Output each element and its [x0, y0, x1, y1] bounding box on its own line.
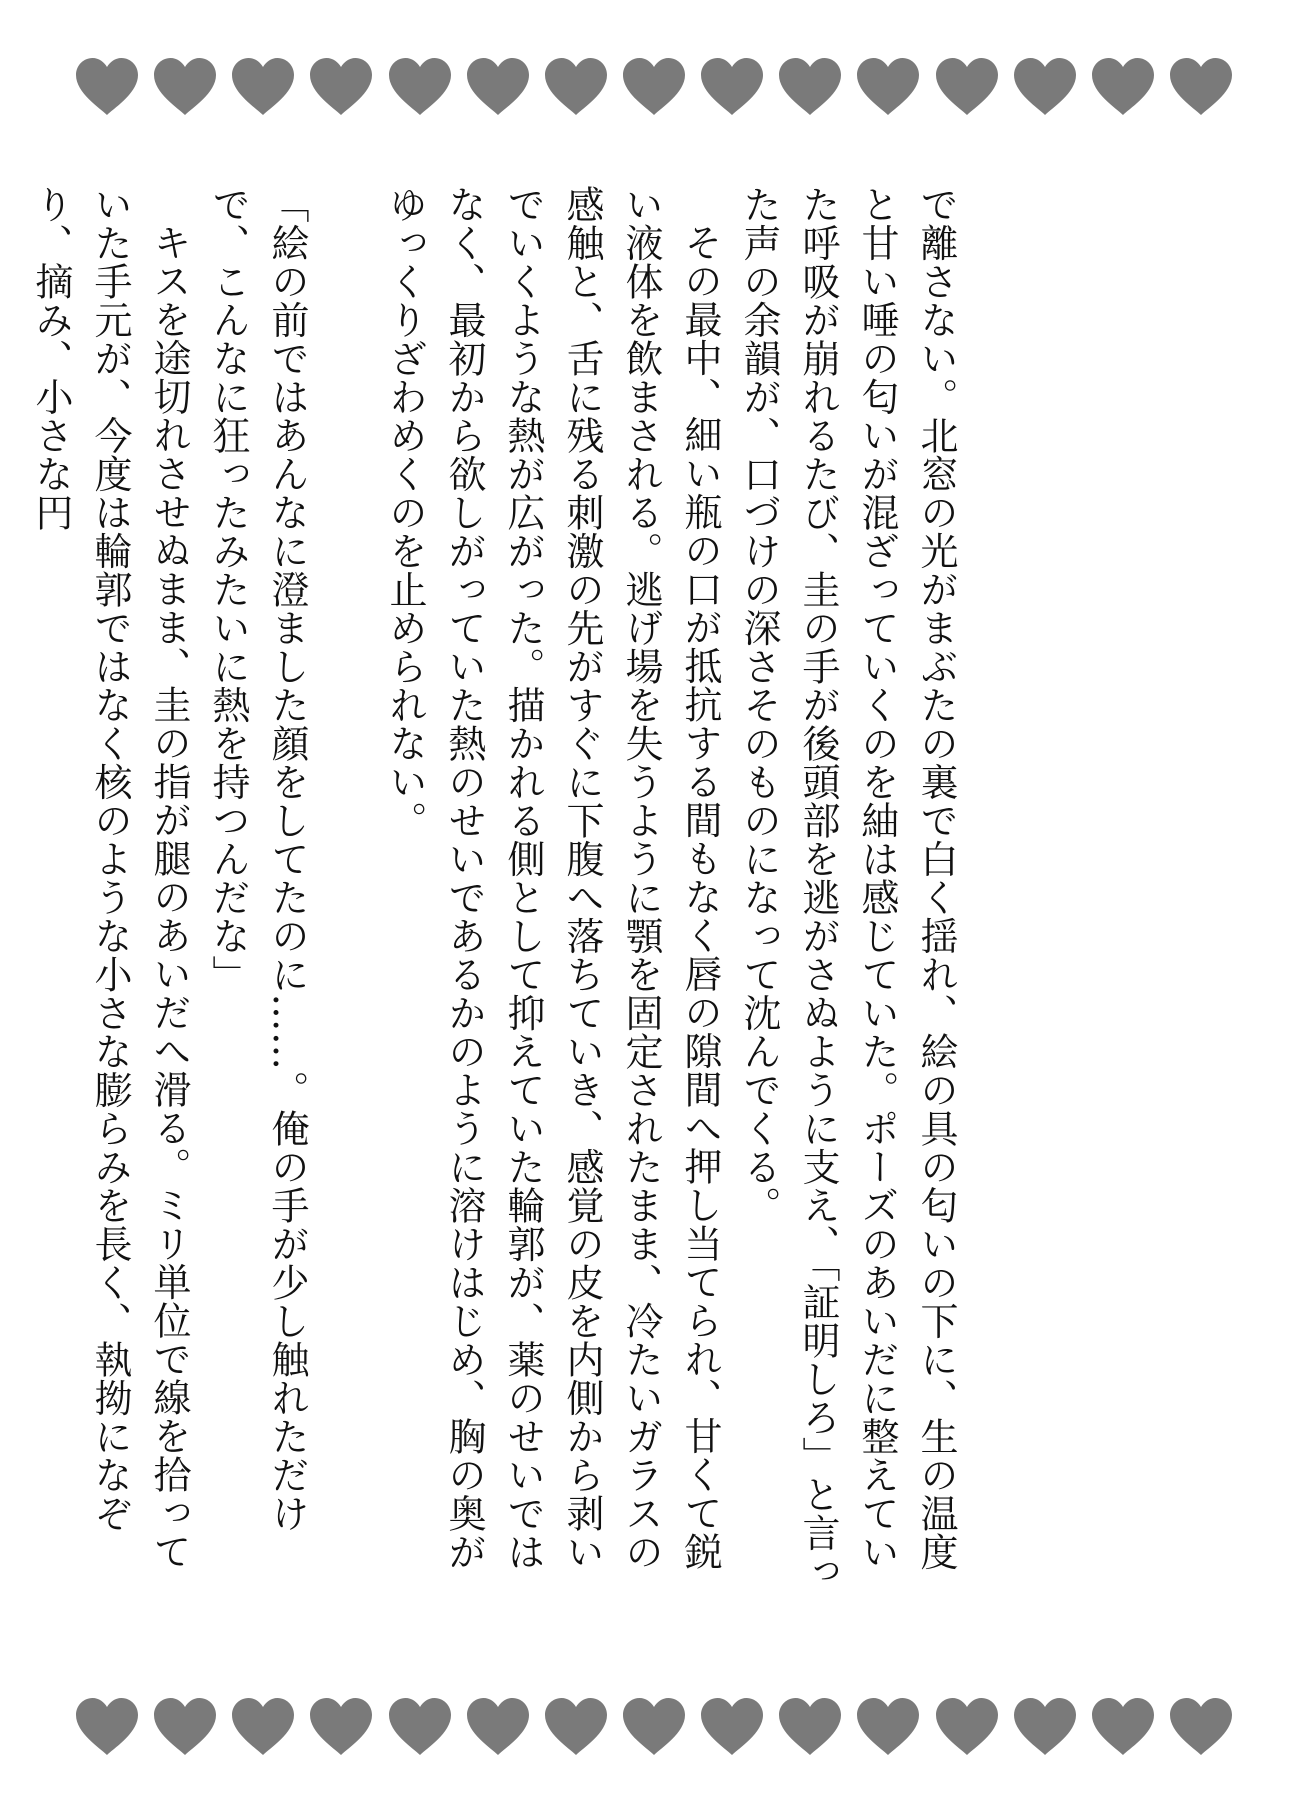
heart-icon — [1012, 1697, 1078, 1757]
heart-icon — [855, 57, 921, 117]
heart-icon — [152, 57, 218, 117]
story-text — [29, 185, 965, 1605]
heart-icon — [1168, 57, 1234, 117]
paragraph-1: で離さない。北窓の光がまぶたの裏で白く揺れ、絵の具の匂いの下に、生の温度と甘い唾の匂いが混ざっていくのを紬は感じていた。ポーズのあいだに整えていた呼吸が崩れるたび、圭の手が後頭部を逃がさぬように支え、「証明しろ」と言った声の余韻が、口づけの深さそのものになって沈んでくる。 — [737, 185, 958, 1591]
heart-icon — [387, 1697, 453, 1757]
heart-icon — [387, 57, 453, 117]
bottom-heart-border — [74, 1690, 1234, 1764]
paragraph-4: キスを途切れさせぬまま、圭の指が腿のあいだへ滑る。ミリ単位で線を拾っていた手元が、今度は輪郭ではなく核のような小さな膨らみを長く、執拗になぞり、摘み、小さな円 — [29, 185, 191, 1571]
heart-icon — [777, 1697, 843, 1757]
heart-icon — [1090, 57, 1156, 117]
heart-icon — [308, 1697, 374, 1757]
heart-icon — [543, 57, 609, 117]
heart-icon — [699, 57, 765, 117]
heart-icon — [934, 1697, 1000, 1757]
heart-icon — [1168, 1697, 1234, 1757]
paragraph-3-dialogue: 「絵の前ではあんなに澄ました顔をしてたのに……。俺の手が少し触れただけで、こんなに狂ったみたいに熱を持つんだな」 — [206, 185, 309, 1533]
heart-icon — [1090, 1697, 1156, 1757]
heart-icon — [465, 1697, 531, 1757]
heart-icon — [74, 1697, 140, 1757]
heart-icon — [230, 1697, 296, 1757]
heart-icon — [621, 57, 687, 117]
heart-icon — [855, 1697, 921, 1757]
heart-icon — [621, 1697, 687, 1757]
heart-icon — [74, 57, 140, 117]
heart-icon — [308, 57, 374, 117]
heart-icon — [230, 57, 296, 117]
heart-icon — [152, 1697, 218, 1757]
heart-icon — [465, 57, 531, 117]
heart-icon — [1012, 57, 1078, 117]
heart-icon — [934, 57, 1000, 117]
top-heart-border — [74, 50, 1234, 124]
heart-icon — [777, 57, 843, 117]
heart-icon — [699, 1697, 765, 1757]
heart-icon — [543, 1697, 609, 1757]
paragraph-2: その最中、細い瓶の口が抵抗する間もなく唇の隙間へ押し当てられ、甘くて鋭い液体を飲まされる。逃げ場を失うように顎を固定されたまま、冷たいガラスの感触と、舌に残る刺激の先がすぐに下腹へ落ちていき、感覚の皮を内側から剥いでいくような熱が広がった。描かれる側として抑えていた輪郭が、薬のせいではなく、最初から欲しがっていた熱のせいであるかのように溶けはじめ、胸の奥がゆっくりざわめくのを止められない。 — [383, 185, 722, 1571]
